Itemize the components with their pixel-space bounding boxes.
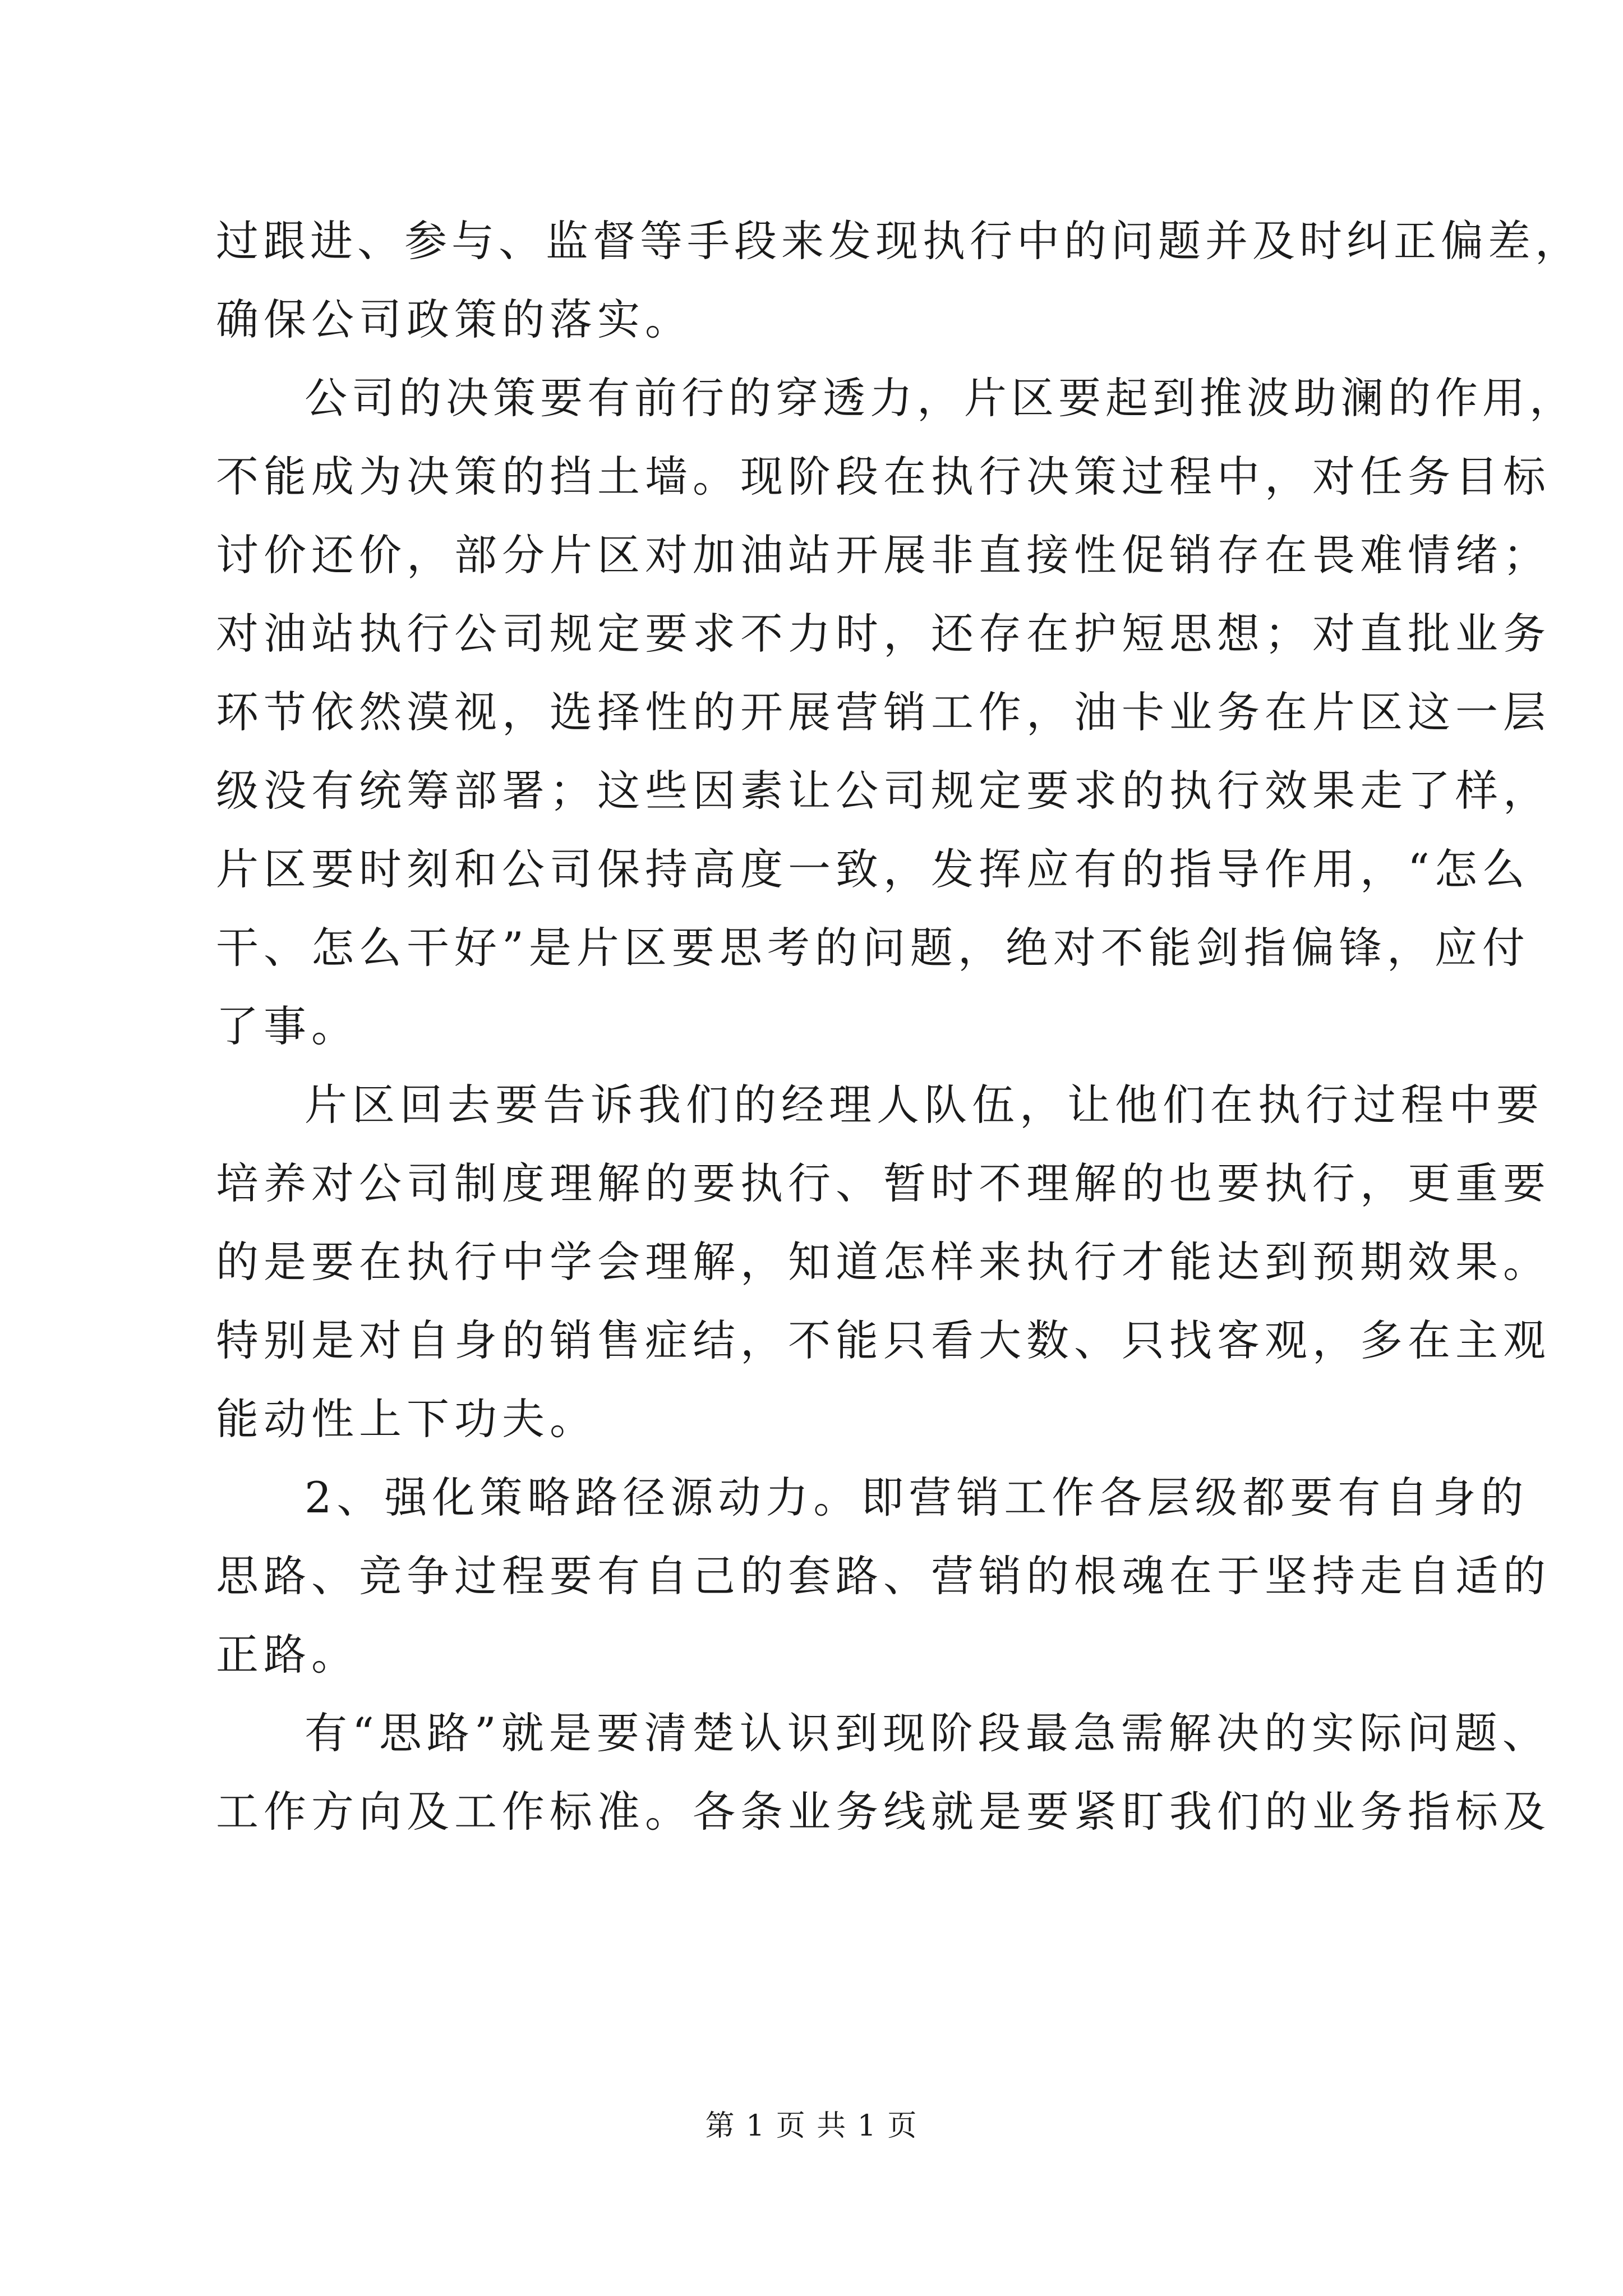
text-line: 对油站执行公司规定要求不力时，还存在护短思想；对直批业务 xyxy=(216,609,1551,659)
text-line: 确保公司政策的落实。 xyxy=(216,295,693,344)
text-line: 正路。 xyxy=(216,1630,359,1680)
paragraph-start-line: 公司的决策要有前行的穿透力，片区要起到推波助澜的作用， xyxy=(305,373,1576,423)
text-line: 培养对公司制度理解的要执行、暂时不理解的也要执行，更重要 xyxy=(216,1158,1551,1208)
text-line: 环节依然漠视，选择性的开展营销工作，油卡业务在片区这一层 xyxy=(216,687,1551,737)
text-line: 级没有统筹部署；这些因素让公司规定要求的执行效果走了样， xyxy=(216,766,1551,816)
paragraph-start-line: 片区回去要告诉我们的经理人队伍，让他们在执行过程中要 xyxy=(305,1080,1544,1130)
text-line: 干、怎么干好”是片区要思考的问题，绝对不能剑指偏锋，应付 xyxy=(216,923,1530,973)
text-line: 了事。 xyxy=(216,1001,359,1051)
section-heading-line: 2、强化策略路径源动力。即营销工作各层级都要有自身的 xyxy=(305,1473,1529,1522)
text-line: 不能成为决策的挡土墙。现阶段在执行决策过程中，对任务目标 xyxy=(216,452,1551,501)
text-line: 过跟进、参与、监督等手段来发现执行中的问题并及时纠正偏差， xyxy=(216,216,1582,266)
text-line: 片区要时刻和公司保持高度一致，发挥应有的指导作用，“怎么 xyxy=(216,844,1530,894)
text-line: 讨价还价，部分片区对加油站开展非直接性促销存在畏难情绪； xyxy=(216,530,1551,580)
text-line: 思路、竞争过程要有自己的套路、营销的根魂在于坚持走自适的 xyxy=(216,1551,1551,1601)
text-line: 工作方向及工作标准。各条业务线就是要紧盯我们的业务指标及 xyxy=(216,1787,1551,1837)
text-line: 能动性上下功夫。 xyxy=(216,1394,597,1444)
paragraph-start-line: 有“思路”就是要清楚认识到现阶段最急需解决的实际问题、 xyxy=(305,1708,1550,1758)
text-line: 的是要在执行中学会理解，知道怎样来执行才能达到预期效果。 xyxy=(216,1237,1551,1287)
page-number-footer: 第 1 页 共 1 页 xyxy=(705,2109,918,2143)
text-line: 特别是对自身的销售症结，不能只看大数、只找客观，多在主观 xyxy=(216,1315,1551,1365)
